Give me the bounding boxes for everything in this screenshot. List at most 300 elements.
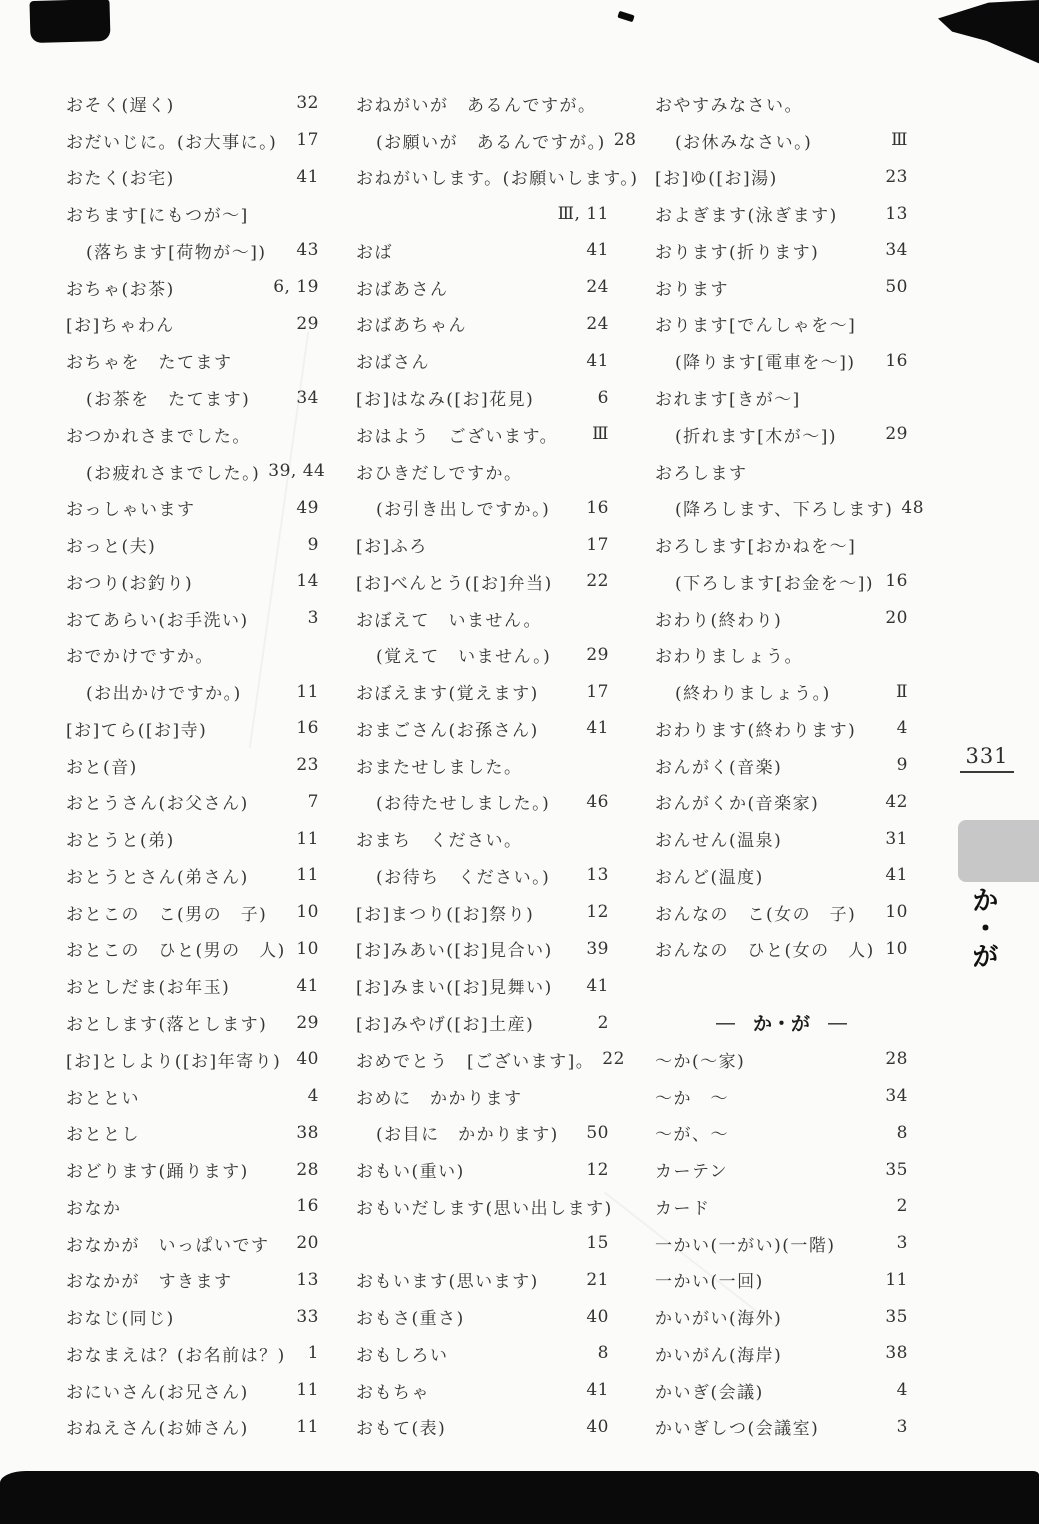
- entry-page-ref: 4: [896, 718, 908, 739]
- entry-page-ref: 2: [597, 1012, 609, 1033]
- index-row: [66, 967, 319, 1004]
- page-number: 331: [960, 744, 1014, 773]
- entry-text: おねえさん(お姉さん): [66, 1419, 249, 1440]
- index-row: [356, 673, 609, 710]
- entry-text: おまごさん(お孫さん): [356, 720, 539, 741]
- index-row: [655, 1114, 908, 1151]
- entry-text: おなじ(同じ): [66, 1309, 175, 1330]
- blank-row: [655, 967, 908, 1004]
- entry-text: (お疲れさまでした。): [86, 463, 261, 484]
- entry-text: カード: [655, 1198, 711, 1219]
- entry-text: ～が、～: [655, 1125, 729, 1146]
- thumb-tab: [958, 820, 1039, 882]
- entry-text: (お願いが あるんですが。): [376, 132, 606, 153]
- section-header-label: か・が: [752, 1013, 810, 1036]
- entry-text: おもしろい: [356, 1345, 449, 1366]
- entry-page-ref: 22: [586, 571, 609, 592]
- entry-text: おもいだします(思い出します): [356, 1198, 613, 1219]
- entry-page-ref: 16: [885, 571, 908, 592]
- index-row: [356, 1335, 609, 1372]
- entry-page-ref: 13: [296, 1269, 319, 1290]
- entry-page-ref: 16: [296, 718, 319, 739]
- index-row: [66, 931, 319, 968]
- index-row: [356, 453, 609, 490]
- entry-page-ref: 49: [296, 497, 319, 518]
- entry-text: おんなの こ(女の 子): [655, 904, 857, 925]
- index-column-1: [66, 85, 326, 1445]
- entry-text: おわりましょう。: [655, 647, 803, 668]
- entry-text: (終わりましょう。): [675, 684, 831, 705]
- index-row: [356, 710, 609, 747]
- index-row: [356, 820, 609, 857]
- entry-text: おとうと(弟): [66, 831, 175, 852]
- entry-page-ref: 16: [885, 350, 908, 371]
- entry-page-ref: 14: [296, 571, 319, 592]
- index-row: [66, 379, 319, 416]
- entry-text: おっしゃいます: [66, 500, 196, 521]
- entry-page-ref: 41: [885, 865, 908, 886]
- entry-text: おとこの ひと(男の 人): [66, 941, 286, 962]
- index-row: [655, 195, 908, 232]
- index-row: [356, 1372, 609, 1409]
- entry-page-ref: 4: [307, 1086, 319, 1107]
- header-dash: ―: [715, 1011, 735, 1034]
- index-row: [356, 1262, 609, 1299]
- entry-text: おととい: [66, 1088, 140, 1109]
- entry-text: おねがいが あるんですが。: [356, 95, 597, 116]
- scan-artifact-top-right: [938, 0, 1039, 66]
- entry-text: おわり(終わり): [655, 610, 783, 631]
- index-row: [356, 342, 609, 379]
- entry-text: おたく(お宅): [66, 169, 175, 190]
- index-row: [66, 526, 319, 563]
- entry-page-ref: 3: [896, 1233, 908, 1254]
- scan-artifact-top-left: [29, 0, 110, 43]
- index-row: [655, 269, 908, 306]
- index-row: [655, 232, 908, 269]
- entry-text: おとしだま(お年玉): [66, 978, 231, 999]
- entry-text: おてあらい(お手洗い): [66, 610, 249, 631]
- index-row: [655, 1409, 908, 1446]
- entry-page-ref: 28: [885, 1049, 908, 1070]
- index-row: [655, 306, 908, 343]
- index-row: [356, 85, 609, 122]
- entry-text: おんせん(温泉): [655, 831, 783, 852]
- entry-page-ref: 41: [586, 1380, 609, 1401]
- entry-page-ref: 23: [296, 755, 319, 776]
- index-row: [66, 1188, 319, 1225]
- entry-page-ref: 41: [296, 166, 319, 187]
- index-row: [66, 857, 319, 894]
- entry-page-ref: 35: [885, 1159, 908, 1180]
- entry-text: [お]まつり([お]祭り): [356, 904, 535, 925]
- index-row: [356, 931, 609, 968]
- index-row: [66, 673, 319, 710]
- index-row: [655, 1188, 908, 1225]
- index-row: [655, 710, 908, 747]
- entry-page-ref: 38: [296, 1122, 319, 1143]
- entry-page-ref: 35: [885, 1306, 908, 1327]
- index-row: [356, 636, 609, 673]
- index-row: [655, 563, 908, 600]
- entry-text: おと(音): [66, 757, 138, 778]
- entry-text: おねがいします。(お願いします。): [356, 169, 639, 190]
- entry-text: おまち ください。: [356, 831, 523, 852]
- index-row: [356, 1409, 609, 1446]
- entry-text: おなまえは？(お名前は？): [66, 1345, 286, 1366]
- entry-page-ref: 1: [307, 1343, 319, 1364]
- index-row: [66, 894, 319, 931]
- entry-page-ref: 29: [885, 424, 908, 445]
- index-row: [655, 85, 908, 122]
- index-row: [655, 1372, 908, 1409]
- entry-page-ref: 11: [296, 865, 319, 886]
- entry-page-ref: 50: [586, 1122, 609, 1143]
- entry-text: おとうとさん(弟さん): [66, 867, 249, 888]
- entry-text: かいがん(海岸): [655, 1345, 783, 1366]
- entry-text: [お]としより([お]年寄り): [66, 1051, 282, 1072]
- entry-page-ref: 39: [586, 938, 609, 959]
- entry-text: おもい(重い): [356, 1162, 465, 1183]
- entry-text: おつかれさまでした。: [66, 426, 251, 447]
- entry-text: [お]みあい([お]見合い): [356, 941, 553, 962]
- entry-page-ref: 6, 19: [273, 277, 319, 298]
- entry-page-ref: 46: [586, 791, 609, 812]
- entry-text: おもいます(思います): [356, 1272, 539, 1293]
- entry-text: かいがい(海外): [655, 1309, 783, 1330]
- index-row: [655, 747, 908, 784]
- index-row: [356, 1041, 625, 1078]
- index-row: [66, 85, 319, 122]
- entry-text: おちます[にもつが～]: [66, 206, 249, 227]
- index-row: [356, 1114, 609, 1151]
- entry-text: おちゃを たてます: [66, 353, 233, 374]
- index-row: [66, 710, 319, 747]
- entry-page-ref: 2: [896, 1196, 908, 1217]
- entry-text: おばあさん: [356, 279, 449, 300]
- index-row: [655, 600, 908, 637]
- index-row: [66, 1041, 319, 1078]
- entry-page-ref: 11: [296, 828, 319, 849]
- entry-text: かいぎしつ(会議室): [655, 1419, 820, 1440]
- entry-page-ref: 3: [896, 1416, 908, 1437]
- entry-page-ref: 16: [296, 1196, 319, 1217]
- index-row: [66, 1004, 319, 1041]
- entry-text: おなかが すきます: [66, 1272, 233, 1293]
- entry-text: おばさん: [356, 353, 430, 374]
- entry-text: おぼえて いません。: [356, 610, 543, 631]
- entry-page-ref: Ⅲ, 11: [557, 203, 609, 224]
- entry-text: [お]ゆ([お]湯): [655, 169, 778, 190]
- entry-page-ref: 10: [296, 902, 319, 923]
- entry-text: おとうさん(お父さん): [66, 794, 249, 815]
- entry-text: おめでとう [ございます]。: [356, 1051, 595, 1072]
- index-row: [356, 122, 637, 159]
- entry-text: (お目に かかります): [376, 1125, 559, 1146]
- entry-text: おなか: [66, 1198, 122, 1219]
- index-row: [356, 195, 609, 232]
- entry-text: [お]みまい([お]見舞い): [356, 978, 553, 999]
- index-row: [66, 1151, 319, 1188]
- entry-text: おんがく(音楽): [655, 757, 783, 778]
- entry-page-ref: 43: [296, 240, 319, 261]
- index-row: [356, 526, 609, 563]
- index-row: [356, 894, 609, 931]
- entry-page-ref: 11: [296, 681, 319, 702]
- entry-page-ref: 41: [586, 975, 609, 996]
- index-row: [356, 784, 609, 821]
- index-row: [655, 636, 908, 673]
- entry-page-ref: 28: [613, 130, 637, 151]
- index-row: [356, 563, 609, 600]
- entry-page-ref: 11: [296, 1416, 319, 1437]
- entry-text: おはよう ございます。: [356, 426, 559, 447]
- entry-page-ref: 24: [586, 313, 609, 334]
- entry-text: おんなの ひと(女の 人): [655, 941, 875, 962]
- index-row: [66, 1114, 319, 1151]
- index-row: [356, 1188, 613, 1225]
- entry-text: おば: [356, 242, 393, 263]
- entry-page-ref: 21: [586, 1269, 609, 1290]
- entry-text: おわります(終わります): [655, 720, 857, 741]
- index-row: [655, 673, 908, 710]
- entry-page-ref: 12: [586, 1159, 609, 1180]
- index-row: [66, 1335, 319, 1372]
- entry-page-ref: 23: [885, 166, 908, 187]
- entry-text: [お]はなみ([お]花見): [356, 390, 535, 410]
- index-row: [655, 342, 908, 379]
- entry-page-ref: 34: [885, 240, 908, 261]
- entry-page-ref: 4: [896, 1380, 908, 1401]
- entry-text: おめに かかります: [356, 1088, 523, 1109]
- index-row: [655, 1298, 908, 1335]
- entry-page-ref: 17: [296, 130, 319, 151]
- entry-text: かいぎ(会議): [655, 1382, 764, 1403]
- thumb-tab-label: か・が: [967, 886, 998, 970]
- entry-text: (覚えて いません。): [376, 647, 552, 668]
- index-row: [655, 453, 908, 490]
- index-row: [356, 306, 609, 343]
- entry-text: (降ります[電車を～]): [675, 353, 856, 374]
- entry-page-ref: 32: [296, 93, 319, 114]
- entry-page-ref: 40: [586, 1306, 609, 1327]
- scan-artifact-speck: [617, 11, 634, 23]
- entry-text: [お]べんとう([お]弁当): [356, 573, 553, 594]
- index-row: [66, 784, 319, 821]
- index-row: [655, 1225, 908, 1262]
- entry-text: おでかけですか。: [66, 647, 214, 668]
- entry-text: (お引き出しですか。): [376, 500, 551, 521]
- entry-page-ref: 10: [885, 938, 908, 959]
- index-row: [66, 159, 319, 196]
- index-row: [356, 1151, 609, 1188]
- index-row: [66, 600, 319, 637]
- entry-page-ref: 20: [296, 1233, 319, 1254]
- index-row: [356, 1225, 609, 1262]
- entry-page-ref: 29: [296, 1012, 319, 1033]
- index-row: [655, 489, 925, 526]
- index-row: [655, 820, 908, 857]
- index-row: [356, 489, 609, 526]
- index-row: [66, 747, 319, 784]
- entry-page-ref: Ⅲ: [592, 424, 609, 445]
- index-row: [356, 1298, 609, 1335]
- entry-page-ref: 41: [586, 240, 609, 261]
- index-row: [356, 1004, 609, 1041]
- entry-text: 一かい(一回): [655, 1272, 764, 1293]
- entry-page-ref: 10: [885, 902, 908, 923]
- index-row: [66, 1372, 319, 1409]
- entry-text: おります[でんしゃを～]: [655, 316, 857, 337]
- index-row: [655, 894, 908, 931]
- entry-text: おとします(落とします): [66, 1015, 268, 1036]
- entry-text: ～か(～家): [655, 1051, 746, 1072]
- index-column-3: [655, 85, 925, 1445]
- entry-page-ref: 38: [885, 1343, 908, 1364]
- index-row: [66, 416, 319, 453]
- entry-page-ref: 20: [885, 608, 908, 629]
- entry-text: (お待たせしました。): [376, 794, 551, 815]
- entry-text: おっと(夫): [66, 537, 157, 558]
- index-row: [66, 122, 319, 159]
- entry-text: [お]てら([お]寺): [66, 720, 208, 741]
- entry-text: [お]ちゃわん: [66, 316, 175, 337]
- index-row: [66, 195, 319, 232]
- index-row: [356, 967, 609, 1004]
- entry-page-ref: 34: [296, 387, 319, 408]
- entry-text: おんど(温度): [655, 867, 764, 888]
- index-row: [66, 306, 319, 343]
- entry-text: (降ろします、下ろします): [675, 500, 894, 521]
- entry-page-ref: 42: [885, 791, 908, 812]
- entry-text: おやすみなさい。: [655, 95, 803, 116]
- entry-page-ref: 12: [586, 902, 609, 923]
- entry-text: (お待ち ください。): [376, 867, 551, 888]
- entry-text: カーテン: [655, 1162, 729, 1183]
- index-row: [66, 1409, 319, 1446]
- entry-text: (お茶を たてます): [86, 390, 251, 410]
- entry-page-ref: Ⅱ: [895, 681, 908, 702]
- entry-page-ref: 11: [296, 1380, 319, 1401]
- index-row: [356, 379, 609, 416]
- entry-text: (お出かけですか。): [86, 684, 242, 705]
- entry-page-ref: 50: [885, 277, 908, 298]
- entry-page-ref: 8: [896, 1122, 908, 1143]
- index-row: [655, 159, 908, 196]
- entry-text: おまたせしました。: [356, 757, 523, 778]
- section-header: [655, 1004, 908, 1041]
- entry-text: (下ろします[お金を～]): [675, 573, 875, 594]
- header-dash: ―: [828, 1011, 847, 1034]
- entry-page-ref: 41: [586, 350, 609, 371]
- entry-text: おれます[きが～]: [655, 390, 801, 410]
- index-row: [655, 1041, 908, 1078]
- entry-text: おつり(お釣り): [66, 573, 194, 594]
- index-row: [655, 857, 908, 894]
- entry-page-ref: 3: [307, 608, 319, 629]
- entry-text: ～か ～: [655, 1088, 729, 1109]
- entry-text: おどります(踊ります): [66, 1162, 249, 1183]
- index-row: [655, 784, 908, 821]
- entry-page-ref: 29: [296, 313, 319, 334]
- index-row: [66, 232, 319, 269]
- index-row: [66, 636, 319, 673]
- entry-text: およぎます(泳ぎます): [655, 206, 838, 227]
- index-row: [655, 1151, 908, 1188]
- entry-page-ref: 34: [885, 1086, 908, 1107]
- index-row: [356, 232, 609, 269]
- entry-text: [お]ふろ: [356, 537, 428, 558]
- index-row: [655, 526, 908, 563]
- index-row: [356, 416, 609, 453]
- index-row: [66, 489, 319, 526]
- entry-text: おもて(表): [356, 1419, 447, 1440]
- entry-text: (折れます[木が～]): [675, 426, 838, 447]
- entry-page-ref: 40: [586, 1416, 609, 1437]
- entry-page-ref: 15: [586, 1233, 609, 1254]
- entry-text: おひきだしですか。: [356, 463, 523, 484]
- index-row: [655, 1335, 908, 1372]
- entry-text: おぼえます(覚えます): [356, 684, 539, 705]
- entry-page-ref: 29: [586, 644, 609, 665]
- entry-page-ref: 9: [896, 755, 908, 776]
- entry-text: おだいじに。(お大事に。): [66, 132, 278, 153]
- entry-page-ref: 13: [885, 203, 908, 224]
- entry-text: [お]みやげ([お]土産): [356, 1015, 535, 1036]
- index-row: [66, 1262, 319, 1299]
- entry-text: おととし: [66, 1125, 140, 1146]
- entry-page-ref: 9: [307, 534, 319, 555]
- entry-page-ref: 41: [586, 718, 609, 739]
- entry-text: (お休みなさい。): [675, 132, 813, 153]
- entry-text: おそく(遅く): [66, 95, 175, 116]
- entry-text: おとこの こ(男の 子): [66, 904, 268, 925]
- index-row: [66, 1225, 319, 1262]
- entry-text: おもさ(重さ): [356, 1309, 465, 1330]
- entry-page-ref: 7: [307, 791, 319, 812]
- entry-text: おにいさん(お兄さん): [66, 1382, 249, 1403]
- entry-page-ref: 17: [586, 681, 609, 702]
- entry-page-ref: 28: [296, 1159, 319, 1180]
- entry-page-ref: 11: [885, 1269, 908, 1290]
- entry-page-ref: 10: [296, 938, 319, 959]
- index-row: [356, 1078, 609, 1115]
- index-row: [655, 122, 908, 159]
- entry-page-ref: 24: [586, 277, 609, 298]
- index-row: [655, 1078, 908, 1115]
- entry-text: おろします: [655, 463, 748, 484]
- index-row: [66, 1298, 319, 1335]
- entry-text: おちゃ(お茶): [66, 279, 175, 300]
- index-row: [66, 563, 319, 600]
- index-row: [655, 416, 908, 453]
- entry-page-ref: 8: [597, 1343, 609, 1364]
- entry-page-ref: 33: [296, 1306, 319, 1327]
- entry-text: おもちゃ: [356, 1382, 430, 1403]
- entry-text: おります(折ります): [655, 242, 820, 263]
- index-row: [356, 269, 609, 306]
- entry-text: 一かい(一がい)(一階): [655, 1235, 836, 1256]
- index-row: [66, 1078, 319, 1115]
- scan-artifact-bottom-band: [0, 1471, 1039, 1524]
- index-row: [655, 931, 908, 968]
- index-row: [356, 600, 609, 637]
- entry-page-ref: 17: [586, 534, 609, 555]
- entry-page-ref: 48: [901, 497, 925, 518]
- entry-page-ref: 13: [586, 865, 609, 886]
- index-column-2: [356, 85, 639, 1445]
- index-row: [66, 269, 319, 306]
